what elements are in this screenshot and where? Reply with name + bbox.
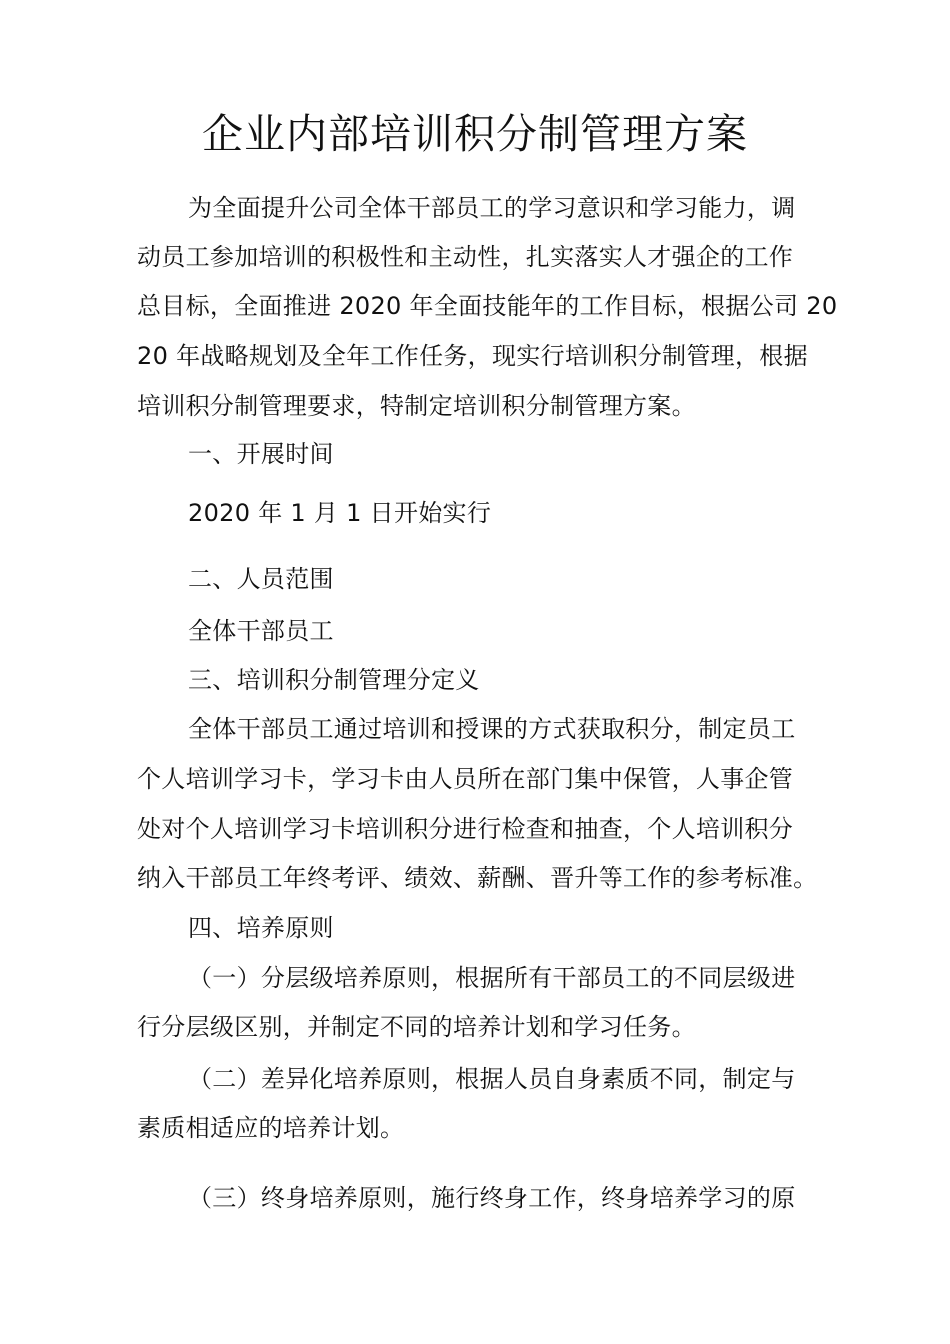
paragraph-line: 个人培训学习卡，学习卡由人员所在部门集中保管，人事企管 bbox=[137, 765, 794, 793]
paragraph-line: 处对个人培训学习卡培训积分进行检查和抽查，个人培训积分 bbox=[137, 815, 794, 843]
document-title: 企业内部培训积分制管理方案 bbox=[202, 110, 748, 158]
paragraph-line: 为全面提升公司全体干部员工的学习意识和学习能力，调 bbox=[188, 194, 796, 222]
paragraph-line: （一）分层级培养原则，根据所有干部员工的不同层级进 bbox=[188, 964, 796, 992]
paragraph-line: 2020 年 1 月 1 日开始实行 bbox=[188, 499, 492, 527]
section-heading: 二、人员范围 bbox=[188, 565, 334, 593]
section-heading: 一、开展时间 bbox=[188, 440, 334, 468]
paragraph-line: （二）差异化培养原则，根据人员自身素质不同，制定与 bbox=[188, 1065, 796, 1093]
paragraph-line: 总目标，全面推进 2020 年全面技能年的工作目标，根据公司 20 bbox=[137, 292, 838, 320]
paragraph-line: 动员工参加培训的积极性和主动性，扎实落实人才强企的工作 bbox=[137, 243, 794, 271]
section-heading: 三、培训积分制管理分定义 bbox=[188, 666, 480, 694]
paragraph-line: 纳入干部员工年终考评、绩效、薪酬、晋升等工作的参考标准。 bbox=[137, 864, 818, 892]
section-heading: 四、培养原则 bbox=[188, 914, 334, 942]
paragraph-line: 素质相适应的培养计划。 bbox=[137, 1114, 405, 1142]
paragraph-line: 培训积分制管理要求，特制定培训积分制管理方案。 bbox=[137, 392, 696, 420]
paragraph-line: 20 年战略规划及全年工作任务，现实行培训积分制管理，根据 bbox=[137, 342, 808, 370]
paragraph-line: 全体干部员工 bbox=[188, 617, 334, 645]
paragraph-line: 全体干部员工通过培训和授课的方式获取积分，制定员工 bbox=[188, 715, 796, 743]
paragraph-line: 行分层级区别，并制定不同的培养计划和学习任务。 bbox=[137, 1013, 696, 1041]
paragraph-line: （三）终身培养原则，施行终身工作，终身培养学习的原 bbox=[188, 1184, 796, 1212]
